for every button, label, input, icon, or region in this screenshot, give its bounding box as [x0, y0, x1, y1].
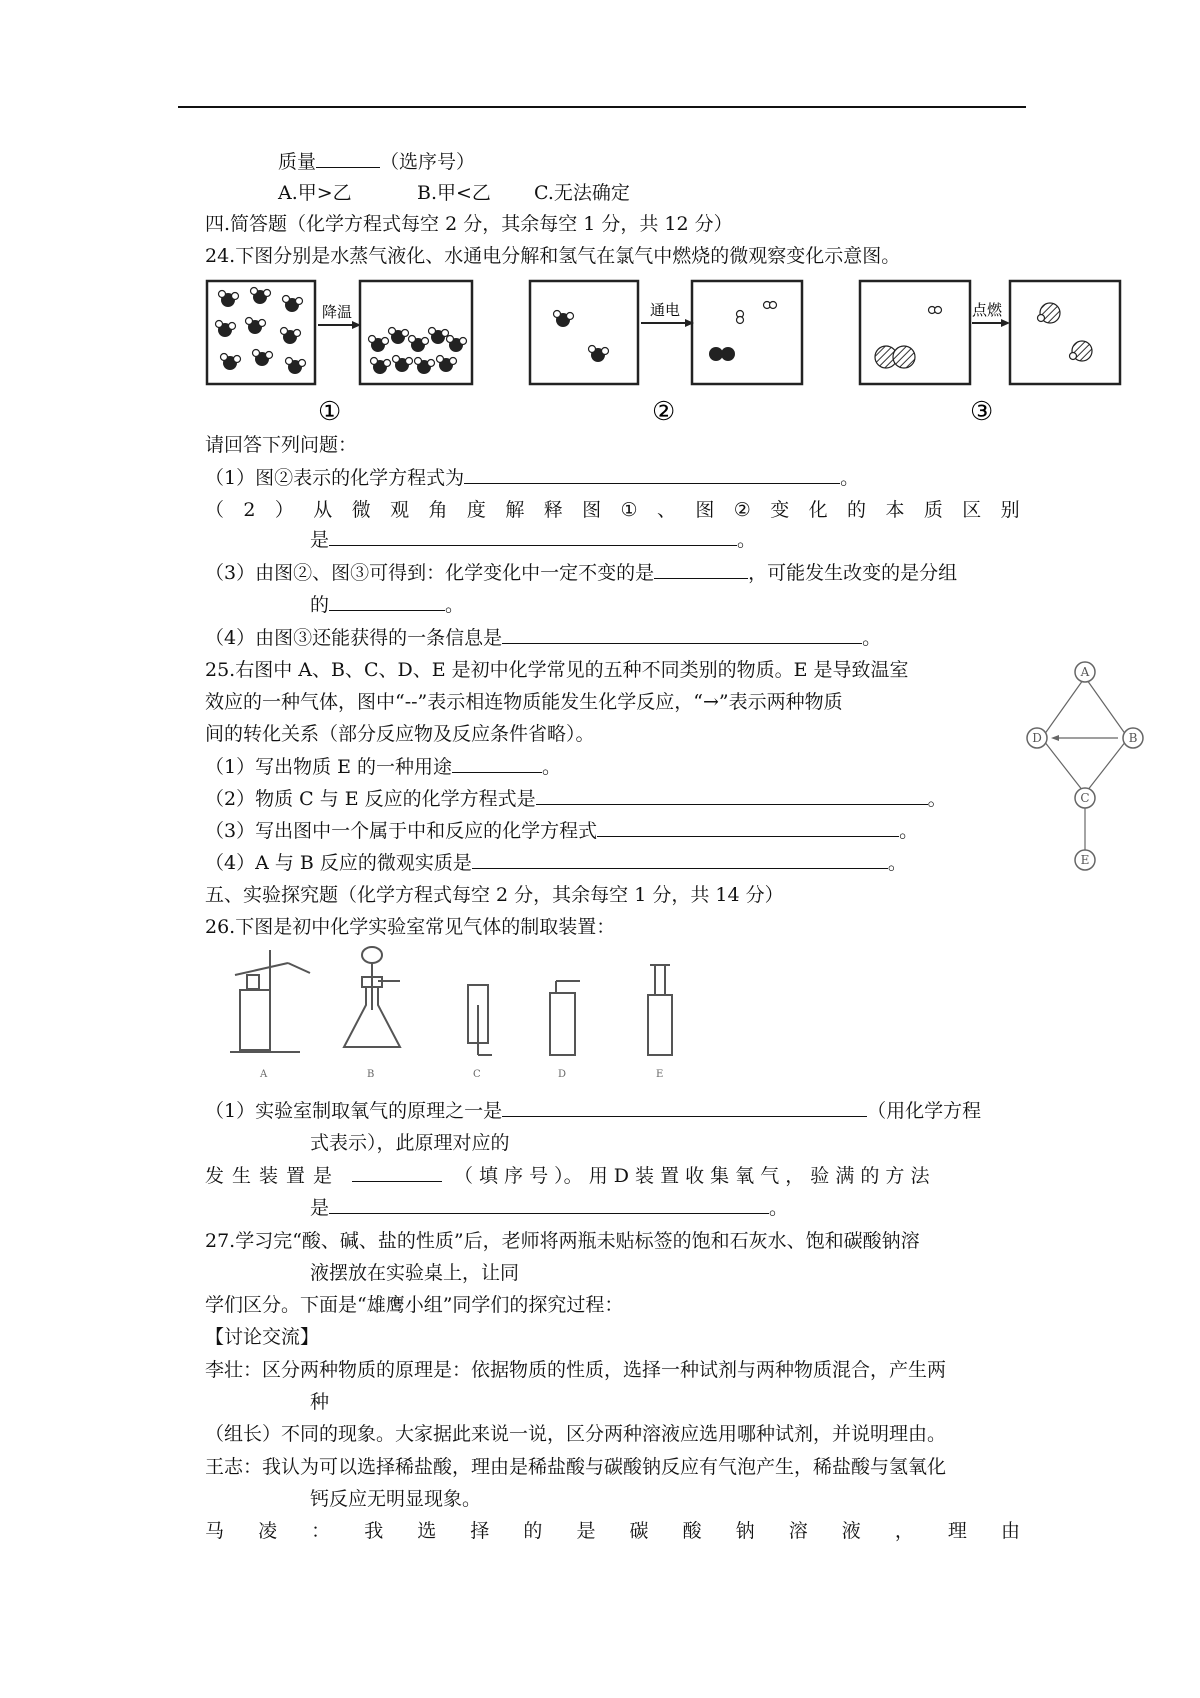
apparatus-label-d: D — [558, 1069, 567, 1080]
q24-4: （4）由图③还能获得的一条信息是 。 — [205, 627, 882, 649]
char: 、 — [656, 499, 676, 521]
char: 碳 — [629, 1520, 649, 1542]
option-c: C.无法确定 — [534, 182, 630, 204]
answer-blank[interactable] — [329, 592, 445, 611]
char: 2 — [243, 499, 256, 521]
li-zhuang-1: 李壮：区分两种物质的原理是：依据物质的性质，选择一种试剂与两种物质混合，产生两 — [205, 1359, 947, 1381]
header-rule — [178, 106, 1026, 108]
panel-2-before — [530, 281, 638, 384]
char: 图 — [695, 499, 715, 521]
answer-blank[interactable] — [316, 149, 380, 168]
q26-1-line1: （1）实验室制取氧气的原理之一是 （用化学方程 — [205, 1100, 982, 1122]
char: （ — [205, 499, 225, 521]
q24-1: （1）图②表示的化学方程式为 。 — [205, 467, 860, 489]
answer-blank[interactable] — [502, 1098, 867, 1117]
q26-3-line: 是 。 — [310, 1197, 789, 1219]
ma-ling-line — [205, 1518, 1020, 1544]
answer-blank[interactable] — [452, 754, 542, 773]
section-4-heading: 四.简答题（化学方程式每空 2 分，其余每空 1 分，共 12 分） — [205, 213, 733, 235]
arrow-2-label: 通电 — [650, 301, 681, 319]
panel-2-after — [692, 281, 802, 384]
char: 观 — [390, 499, 410, 521]
q25-3: （3）写出图中一个属于中和反应的化学方程式 。 — [205, 820, 919, 842]
answer-blank[interactable] — [597, 818, 899, 837]
char: 溶 — [788, 1520, 808, 1542]
q25-stem-2: 效应的一种气体，图中“--”表示相连物质能发生化学反应，“→”表示两种物质 — [205, 691, 843, 713]
q25-relation-diagram — [1025, 660, 1145, 875]
option-a: A.甲>乙 — [278, 182, 352, 204]
char: ： — [311, 1520, 331, 1542]
char: 区 — [962, 499, 982, 521]
li-zhuang-2: 种 — [310, 1391, 330, 1413]
char: 图 — [582, 499, 602, 521]
q26-stem: 26.下图是初中化学实验室常见气体的制取装置： — [205, 916, 616, 938]
q27-stem-2: 液摆放在实验桌上，让同 — [310, 1262, 520, 1284]
arrow-3-label: 点燃 — [972, 301, 1003, 319]
char: ） — [274, 499, 294, 521]
char: 马 — [205, 1520, 225, 1542]
answer-blank[interactable] — [329, 527, 737, 546]
answer-blank[interactable] — [654, 560, 748, 579]
apparatus-label-c: C — [473, 1069, 481, 1080]
answer-blank[interactable] — [464, 465, 840, 484]
char: 的 — [523, 1520, 543, 1542]
char: 我 — [364, 1520, 384, 1542]
q25-stem-1: 25.右图中 A、B、C、D、E 是初中化学常见的五种不同类别的物质。E 是导致温室 — [205, 659, 909, 681]
q24-figure — [0, 275, 1200, 425]
char: 钠 — [735, 1520, 755, 1542]
char: 从 — [313, 499, 333, 521]
node-label-c: C — [1080, 791, 1090, 805]
q26-apparatus-figure — [220, 945, 820, 1085]
node-label-d: D — [1032, 731, 1042, 745]
q24-3-line2: 的 。 — [310, 594, 465, 616]
wang-zhi-1: 王志：我认为可以选择稀盐酸，理由是稀盐酸与碳酸钠反应有气泡产生，稀盐酸与氢氧化 — [205, 1456, 947, 1478]
panel-3-before — [860, 281, 970, 384]
char: ② — [733, 499, 751, 521]
wang-zhi-2: 钙反应无明显现象。 — [310, 1488, 482, 1510]
figure-number-3: ③ — [970, 397, 994, 427]
option-b: B.甲<乙 — [417, 182, 491, 204]
q26-2-line: 发生装置是 （ 填 序 号 ）。 用 D 装 置 收 集 氧 气 ， 验 满 的 方 法 — [205, 1165, 930, 1187]
char: 角 — [428, 499, 448, 521]
q24-2-line1 — [205, 497, 1020, 523]
char: 酸 — [682, 1520, 702, 1542]
answer-blank[interactable] — [329, 1195, 769, 1214]
char: 理 — [947, 1520, 967, 1542]
q25-2: （2）物质 C 与 E 反应的化学方程式是 。 — [205, 788, 947, 810]
char: 由 — [1000, 1520, 1020, 1542]
answer-blank[interactable] — [536, 786, 928, 805]
q25-4: （4）A 与 B 反应的微观实质是 。 — [205, 852, 907, 874]
q24-stem: 24.下图分别是水蒸气液化、水通电分解和氢气在氯气中燃烧的微观察变化示意图。 — [205, 245, 901, 267]
char: 是 — [576, 1520, 596, 1542]
char: 别 — [1000, 499, 1020, 521]
q27-stem-3: 学们区分。下面是“雄鹰小组”同学们的探究过程： — [205, 1294, 624, 1316]
char: 度 — [466, 499, 486, 521]
li-zhuang-3: （组长）不同的现象。大家据此来说一说，区分两种溶液应选用哪种试剂，并说明理由。 — [205, 1423, 947, 1445]
q26-2-lead: 发生装置是 — [205, 1165, 341, 1187]
figure-number-2: ② — [652, 397, 676, 427]
char: 选 — [417, 1520, 437, 1542]
char: 释 — [543, 499, 563, 521]
char: 凌 — [258, 1520, 278, 1542]
char: 解 — [505, 499, 525, 521]
char: 液 — [841, 1520, 861, 1542]
char: 本 — [885, 499, 905, 521]
answer-blank[interactable] — [472, 850, 888, 869]
apparatus-label-e: E — [656, 1069, 664, 1080]
q25-stem-3: 间的转化关系（部分反应物及反应条件省略）。 — [205, 723, 595, 745]
node-label-b: B — [1128, 731, 1138, 745]
arrow-1-label: 降温 — [322, 303, 353, 321]
char: 的 — [847, 499, 867, 521]
char: ， — [894, 1520, 914, 1542]
q26-1-line2: 式表示），此原理对应的 — [310, 1132, 510, 1154]
figure-number-1: ① — [318, 397, 342, 427]
node-label-a: A — [1080, 665, 1090, 679]
char: 微 — [351, 499, 371, 521]
char: 变 — [770, 499, 790, 521]
q23-mass-line: 质量 （选序号） — [278, 151, 476, 173]
discussion-heading: 【讨论交流】 — [205, 1326, 320, 1348]
please-answer: 请回答下列问题： — [205, 434, 358, 456]
q25-1: （1）写出物质 E 的一种用途 。 — [205, 756, 562, 778]
apparatus-label-a: A — [260, 1069, 268, 1080]
q24-2-line2: 是 。 — [310, 529, 757, 551]
char: ① — [620, 499, 638, 521]
q27-stem-1: 27.学习完“酸、碱、盐的性质”后，老师将两瓶未贴标签的饱和石灰水、饱和碳酸钠溶 — [205, 1230, 920, 1252]
panel-3-after — [1010, 281, 1120, 384]
answer-blank[interactable] — [502, 625, 862, 644]
q24-3-line1: （3）由图②、图③可得到：化学变化中一定不变的是 ，可能发生改变的是分组 — [205, 562, 958, 584]
answer-blank[interactable] — [352, 1163, 442, 1182]
apparatus-label-b: B — [367, 1069, 375, 1080]
char: 化 — [808, 499, 828, 521]
section-5-heading: 五、实验探究题（化学方程式每空 2 分，其余每空 1 分，共 14 分） — [205, 884, 784, 906]
char: 质 — [923, 499, 943, 521]
node-label-e: E — [1080, 853, 1090, 867]
char: 择 — [470, 1520, 490, 1542]
